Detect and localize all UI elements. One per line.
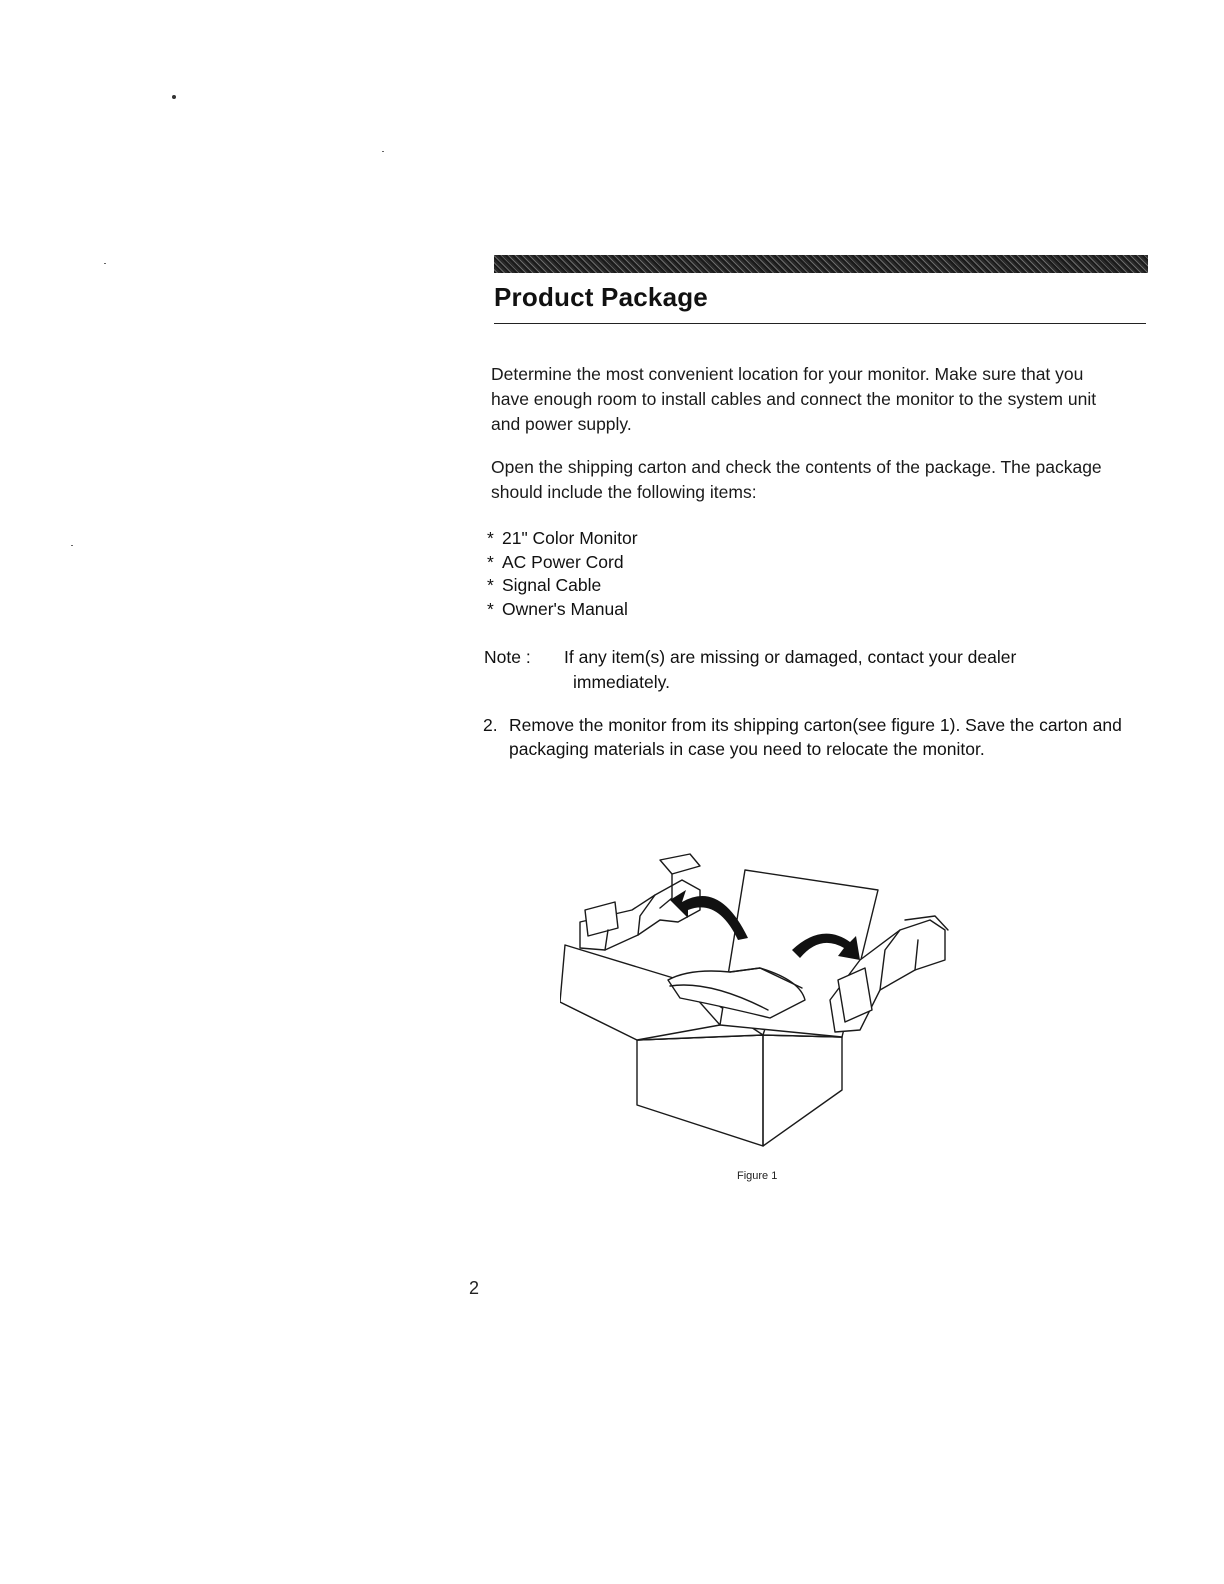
- bullet: *: [487, 598, 494, 619]
- carton-right-face: [763, 1035, 842, 1146]
- scan-speck: [104, 263, 106, 264]
- item-label: Owner's Manual: [502, 598, 628, 619]
- title-divider: [494, 323, 1146, 324]
- item-label: Signal Cable: [502, 575, 602, 595]
- step-block: [483, 713, 1123, 761]
- intro-paragraph-contents: Open the shipping carton and check the contents of the package. The package should include the following items:: [491, 457, 1102, 502]
- bullet: *: [487, 575, 494, 595]
- list-item: [487, 527, 638, 551]
- unpacking-illustration: [560, 850, 960, 1160]
- item-label: 21" Color Monitor: [502, 528, 638, 548]
- note-label: Note :: [484, 647, 531, 667]
- bullet: *: [487, 528, 494, 548]
- intro-paragraph-location: Determine the most convenient location for your monitor. Make sure that you have enough room to install cables and connect the monitor to the system unit and power supply.: [491, 364, 1097, 434]
- note-text: If any item(s) are missing or damaged, contact your dealer: [564, 647, 1017, 667]
- list-item: [487, 551, 638, 575]
- scan-speck: [382, 151, 384, 152]
- section-header-bar: [494, 255, 1148, 273]
- step-number: 2.: [483, 715, 498, 735]
- list-item: [487, 598, 638, 622]
- package-items-list: [487, 527, 638, 621]
- note-block: [484, 645, 1124, 695]
- page-number: 2: [469, 1278, 480, 1298]
- item-label: AC Power Cord: [502, 551, 624, 572]
- scan-speck: [71, 545, 73, 546]
- page-title: Product Package: [494, 282, 708, 312]
- list-item: [487, 574, 638, 598]
- note-continuation: immediately.: [573, 672, 670, 692]
- scan-speck: [172, 95, 176, 99]
- carton-front-face: [637, 1035, 763, 1146]
- bullet: *: [487, 551, 494, 572]
- step-text: Remove the monitor from its shipping carton(see figure 1). Save the carton and packaging materials in case you need to relocate the monitor.: [509, 715, 1122, 759]
- figure-caption: Figure 1: [737, 1170, 778, 1182]
